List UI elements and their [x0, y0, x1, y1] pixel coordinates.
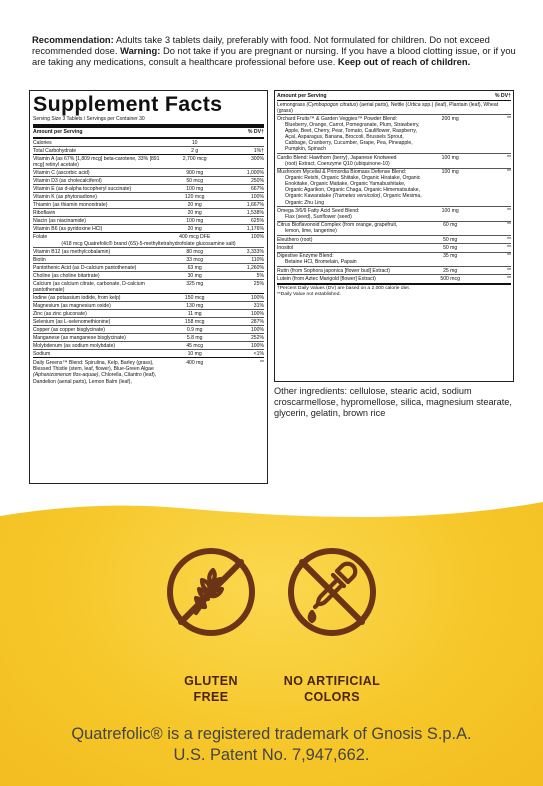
nutrient-dv: 100% [222, 193, 264, 201]
ingredient-amount: 500 mcg [422, 275, 478, 284]
nutrient-amount: 158 mcg [167, 318, 222, 326]
nutrient-dv: 625% [222, 217, 264, 225]
nutrient-name: Selenium (as L-selenomethionine) [33, 318, 167, 326]
table-row [277, 115, 511, 154]
cont-text-a: Lemongrass [277, 101, 307, 108]
blend-dv: ** [260, 360, 264, 366]
nutrient-dv: 100% [222, 326, 264, 334]
nutrient-amount: 50 mcg [167, 177, 222, 185]
nutrient-name: Manganese (as manganese bisglycinate) [33, 334, 167, 342]
ingredient-amount: 100 mg [422, 207, 478, 221]
table-row [277, 207, 511, 221]
ingredient-dv: ** [478, 252, 511, 266]
ingredient-name [277, 207, 422, 221]
ingredient-dv: ** [478, 275, 511, 284]
nutrient-dv: 252% [222, 334, 264, 342]
nutrient-dv: 110% [222, 256, 264, 264]
panel2-header [277, 91, 511, 101]
nutrient-name: Magnesium (as magnesium oxide) [33, 302, 167, 310]
cont-italic-a: (Cymbopogon citratus [306, 101, 357, 108]
ingredient-name [277, 275, 422, 284]
ingredient-title: Cardio Blend: Hawthorn (berry), Japanese Knotweed [277, 154, 397, 161]
blend-amount: 400 mg [186, 360, 204, 366]
nutrient-dv: 100% [250, 233, 264, 240]
cont-text-c: spp.) (leaf), Plantain (leaf), Wheat (grass) [277, 101, 499, 114]
table-row [33, 256, 264, 264]
nutrient-amount: 0.9 mg [167, 326, 222, 334]
ingredient-title: Eleuthero (root) [277, 236, 313, 243]
daily-greens-blend [33, 358, 264, 385]
table-row [33, 169, 264, 177]
nutrient-name: Biotin [33, 256, 167, 264]
nutrient-dv: 25% [222, 280, 264, 294]
table-row [33, 185, 264, 193]
nutrient-name: Thiamin (as thiamin mononitrate) [33, 201, 167, 209]
ingredient-detail-text: Betaine HCl, Bromelain, Papain [285, 259, 357, 266]
nutrient-name: Riboflavin [33, 209, 167, 217]
panel2-table [277, 101, 511, 285]
nutrient-name: Folate [33, 233, 48, 240]
keep-out-text: Keep out of reach of children. [337, 56, 471, 68]
table-row [33, 248, 264, 256]
blend-continuation [277, 101, 511, 115]
nutrient-amount: 30 mg [167, 272, 222, 280]
gluten-free-label [151, 673, 271, 705]
nutrient-amount: 2,700 mcg [167, 155, 222, 169]
trademark-notice [0, 724, 543, 766]
blend-name-a: Daily Greens™ Blend: Spirulina, Kelp, Barley (grass), Blessed Thistle (stem, leaf, flower), Blue-Green Algae [33, 360, 154, 373]
nutrient-amount: 10 mg [167, 350, 222, 358]
gluten-line2: FREE [193, 690, 229, 704]
nutrient-amount: 150 mcg [167, 294, 222, 302]
colors-line2: COLORS [304, 690, 360, 704]
panel2-dv-header: % DV† [494, 93, 511, 99]
nutrient-amount: 20 mg [167, 209, 222, 217]
colors-line1: NO ARTIFICIAL [283, 674, 381, 688]
ingredient-dv: ** [478, 154, 511, 168]
nutrient-amount: 900 mg [167, 169, 222, 177]
nutrient-dv: 1,260% [222, 264, 264, 272]
nutrient-amount: 80 mcg [167, 248, 222, 256]
gluten-line1: GLUTEN [184, 674, 238, 688]
ingredient-amount: 25 mg [422, 266, 478, 274]
ingredient-dv: ** [478, 168, 511, 207]
panel2-amount-header: Amount per Serving [277, 93, 327, 99]
nutrient-dv: 5% [222, 272, 264, 280]
ingredient-dv: ** [478, 221, 511, 235]
table-row [33, 147, 264, 155]
footnotes [277, 285, 511, 298]
ingredient-detail-text: Organic Reishi, Organic Shiitake, Organic Hiratake, Organic Enokitake, Organic Maitake, Organic Yamabushitake, Organic Agarikon, Organic Chaga, Organic Himematsutake, Organic Kawaratake [285, 175, 421, 200]
nutrient-name: Calcium (as calcium citrate, carbonate, D-calcium pantothenate) [33, 280, 167, 294]
ingredient-detail [277, 228, 422, 234]
supplement-facts-panel [29, 90, 268, 484]
wave-divider [0, 480, 543, 540]
table-row [33, 155, 264, 169]
table-row [33, 201, 264, 209]
dropper-icon [287, 547, 377, 637]
table-row [277, 154, 511, 168]
amount-header: Amount per Serving [33, 129, 83, 135]
nutrient-dv: 3,333% [222, 248, 264, 256]
patent-line: U.S. Patent No. 7,947,662. [173, 746, 370, 764]
nutrient-dv: 100% [222, 310, 264, 318]
nutrient-name: Niacin (as niacinamide) [33, 217, 167, 225]
nutrient-name: Vitamin C (ascorbic acid) [33, 169, 167, 177]
ingredient-dv: ** [478, 244, 511, 252]
recommendation-body: Adults take 3 tablets daily, preferably with food. Not formulated for children. Do not exceed recommended dose. [32, 34, 490, 57]
nutrient-name: Vitamin E (as d-alpha tocopheryl succinate) [33, 185, 167, 193]
ingredient-name [277, 266, 422, 274]
nutrient-name: Iodine (as potassium iodide, from kelp) [33, 294, 167, 302]
table-row [277, 252, 511, 266]
ingredient-title: Omega 3/6/9 Fatty Acid Seed Blend: [277, 207, 360, 214]
trademark-line1: Quatrefolic® is a registered trademark of Gnosis S.p.A. [71, 725, 472, 743]
nutrient-amount: 45 mcg [167, 342, 222, 350]
nutrient-amount: 100 mg [167, 185, 222, 193]
no-artificial-colors-label [272, 673, 392, 705]
ingredient-name [277, 252, 422, 266]
blend-name-b: , Chlorella, Cilantro (leaf), Dandelion (aerial parts), Lemon Balm (leaf), [33, 372, 157, 385]
table-row [277, 101, 511, 115]
warning-body: Do not take if you are pregnant or nursing. If you have a blood clotting issue, or if you are taking any medications, consult a healthcare professional before use. [32, 45, 516, 68]
ingredient-name [277, 221, 422, 235]
ingredient-dv: ** [478, 115, 511, 154]
nutrient-table [33, 139, 264, 358]
table-row [33, 272, 264, 280]
nutrient-dv: 1,538% [222, 209, 264, 217]
recommendation-label: Recommendation: [32, 34, 114, 45]
nutrient-amount: 20 mg [167, 201, 222, 209]
table-row [33, 217, 264, 225]
ingredient-detail [277, 259, 422, 265]
nutrient-name: Vitamin A (as 67% [1,809 mcg] beta-carotene, 33% [891 mcg] retinyl acetate) [33, 155, 167, 169]
ingredient-title: Mushroom Mycelial & Primordia Biomass Defense Blend: [277, 169, 407, 176]
table-row [33, 264, 264, 272]
ingredient-amount: 35 mg [422, 252, 478, 266]
ingredient-amount: 200 mg [422, 115, 478, 154]
ingredient-detail [277, 122, 422, 152]
table-row [33, 326, 264, 334]
footnote-not-established: **Daily Value not established. [277, 291, 341, 297]
ingredient-dv: ** [478, 236, 511, 244]
table-row [33, 334, 264, 342]
dv-header: % DV† [247, 129, 264, 135]
nutrient-name: Zinc (as zinc gluconate) [33, 310, 167, 318]
ingredient-detail-end: , Organic Mesima, Organic Zhu Ling [285, 193, 422, 206]
nutrient-dv: 31% [222, 302, 264, 310]
ingredient-name [277, 154, 422, 168]
nutrient-dv: 100% [222, 342, 264, 350]
serving-size: Serving Size 3 Tablets / Servings per Container 30 [33, 116, 264, 128]
ingredient-amount: 50 mg [422, 236, 478, 244]
nutrient-dv: 1,667% [222, 201, 264, 209]
nutrient-amount: 5.8 mg [167, 334, 222, 342]
ingredient-name [277, 168, 422, 207]
other-ingredients: Other ingredients: cellulose, stearic acid, sodium croscarmellose, hypromellose, silica, magnesium stearate, glycerin, gelatin, brown rice [274, 386, 512, 419]
nutrient-subtext: (418 mcg Quatrefolic® brand (6S)-5-methyltetrahydrofolate glucosamine salt) [33, 240, 264, 248]
table-row [277, 266, 511, 274]
ingredient-title: Inositol [277, 244, 294, 251]
ingredient-detail-text: Flax (seed), Sunflower (seed) [285, 213, 352, 220]
table-row [277, 221, 511, 235]
ingredient-amount: 100 mg [422, 168, 478, 207]
nutrient-amount: 325 mg [167, 280, 222, 294]
nutrient-amount: 100 mg [167, 217, 222, 225]
wheat-icon [166, 547, 256, 637]
ingredient-amount: 60 mg [422, 221, 478, 235]
nutrient-name: Pantothenic Acid (as D-calcium pantothenate) [33, 264, 167, 272]
ingredient-detail-italic: (Trametes versicolor) [332, 193, 381, 200]
nutrient-dv: 667% [222, 185, 264, 193]
table-row [277, 168, 511, 207]
nutrient-dv: 287% [222, 318, 264, 326]
nutrient-amount: 33 mcg [167, 256, 222, 264]
ingredient-title: Digestive Enzyme Blend: [277, 253, 334, 260]
table-row [33, 302, 264, 310]
nutrient-amount: 120 mcg [167, 193, 222, 201]
table-row [33, 342, 264, 350]
ingredient-amount: 100 mg [422, 154, 478, 168]
nutrient-name: Calories [33, 139, 167, 147]
ingredient-detail [277, 214, 422, 220]
ingredient-detail [277, 175, 422, 205]
warning-label: Warning: [120, 45, 161, 57]
nutrient-name: Choline (as choline bitartrate) [33, 272, 167, 280]
table-row [33, 225, 264, 233]
nutrient-name: Vitamin B12 (as methylcobalamin) [33, 248, 167, 256]
cont-text-b: ) (aerial parts), Nettle ( [356, 101, 408, 108]
table-row [33, 193, 264, 201]
table-row [33, 318, 264, 326]
nutrient-dv: 1,176% [222, 225, 264, 233]
nutrient-name: Vitamin B6 (as pyridoxine HCl) [33, 225, 167, 233]
ingredient-dv: ** [478, 207, 511, 221]
ingredient-name [277, 115, 422, 154]
table-row [33, 177, 264, 185]
nutrient-amount: 20 mg [167, 225, 222, 233]
table-row [33, 139, 264, 147]
recommendation-text [32, 34, 520, 68]
nutrient-amount: 2 g [167, 147, 222, 155]
nutrient-dv: 1%† [222, 147, 264, 155]
nutrient-amount: 10 [167, 139, 222, 147]
ingredient-name [277, 236, 422, 244]
nutrient-name: Vitamin D3 (as cholecalciferol) [33, 177, 167, 185]
supplement-facts-continued [274, 90, 514, 382]
nutrient-dv: 1,000% [222, 169, 264, 177]
table-row [33, 280, 264, 294]
nutrient-dv [222, 139, 264, 147]
nutrient-dv: <1% [222, 350, 264, 358]
nutrient-name: Total Carbohydrate [33, 147, 167, 155]
ingredient-amount: 50 mg [422, 244, 478, 252]
ingredient-title: Rutin (from Sophora japonica [flower bud] Extract) [277, 267, 390, 274]
table-row [33, 233, 264, 241]
supplement-facts-title: Supplement Facts [33, 93, 223, 116]
nutrient-amount: 130 mg [167, 302, 222, 310]
table-row [277, 236, 511, 244]
table-row [277, 244, 511, 252]
facts-header [33, 128, 264, 139]
nutrient-dv: 250% [222, 177, 264, 185]
nutrient-dv: 300% [222, 155, 264, 169]
ingredient-title: Lutein (from Aztec Marigold [flower] Extract) [277, 275, 376, 282]
blend-name-italic: (Aphanizomenon flos-aquae) [33, 372, 99, 379]
cont-italic-b: Urtica [407, 101, 421, 108]
table-row [33, 294, 264, 302]
nutrient-name: Vitamin K (as phytonadione) [33, 193, 167, 201]
ingredient-detail-text: lemon, lime, tangerine) [285, 228, 337, 235]
table-row [33, 310, 264, 318]
nutrient-name: Molybdenum (as sodium molybdate) [33, 342, 167, 350]
ingredient-detail-text: (root) Extract, Coenzyme Q10 (ubiquinone-10) [285, 160, 390, 167]
table-row [33, 209, 264, 217]
nutrient-amount: 400 mcg DFE [179, 233, 211, 240]
ingredient-title: Orchard Fruits™ & Garden Veggies™ Powder Blend: [277, 115, 398, 122]
table-row [33, 350, 264, 358]
nutrient-dv: 100% [222, 294, 264, 302]
nutrient-amount: 63 mg [167, 264, 222, 272]
nutrient-name: Copper (as copper bisglycinate) [33, 326, 167, 334]
ingredient-detail-text: Blueberry, Orange, Carrot, Pomegranate, Plum, Strawberry, Apple, Beet, Cherry, Pear, Tomato, Cauliflower, Raspberry, Açaí, Asparagus, Banana, Broccoli, Brussels Sprout, Cabbage, Cranberry, Cucumber, Grape, Pea, Pineapple, Pumpkin, Spinach [285, 122, 420, 153]
ingredient-title: Citrus Bioflavonoid Complex (from orange, grapefruit, [277, 222, 398, 229]
footnote-dv: †Percent Daily Values (DV) are based on a 2,000 calorie diet. [277, 285, 411, 291]
table-row [277, 275, 511, 284]
nutrient-amount: 11 mg [167, 310, 222, 318]
ingredient-detail [277, 161, 422, 167]
ingredient-dv: ** [478, 266, 511, 274]
ingredient-name [277, 244, 422, 252]
table-row-sub [33, 240, 264, 248]
nutrient-name: Sodium [33, 350, 167, 358]
